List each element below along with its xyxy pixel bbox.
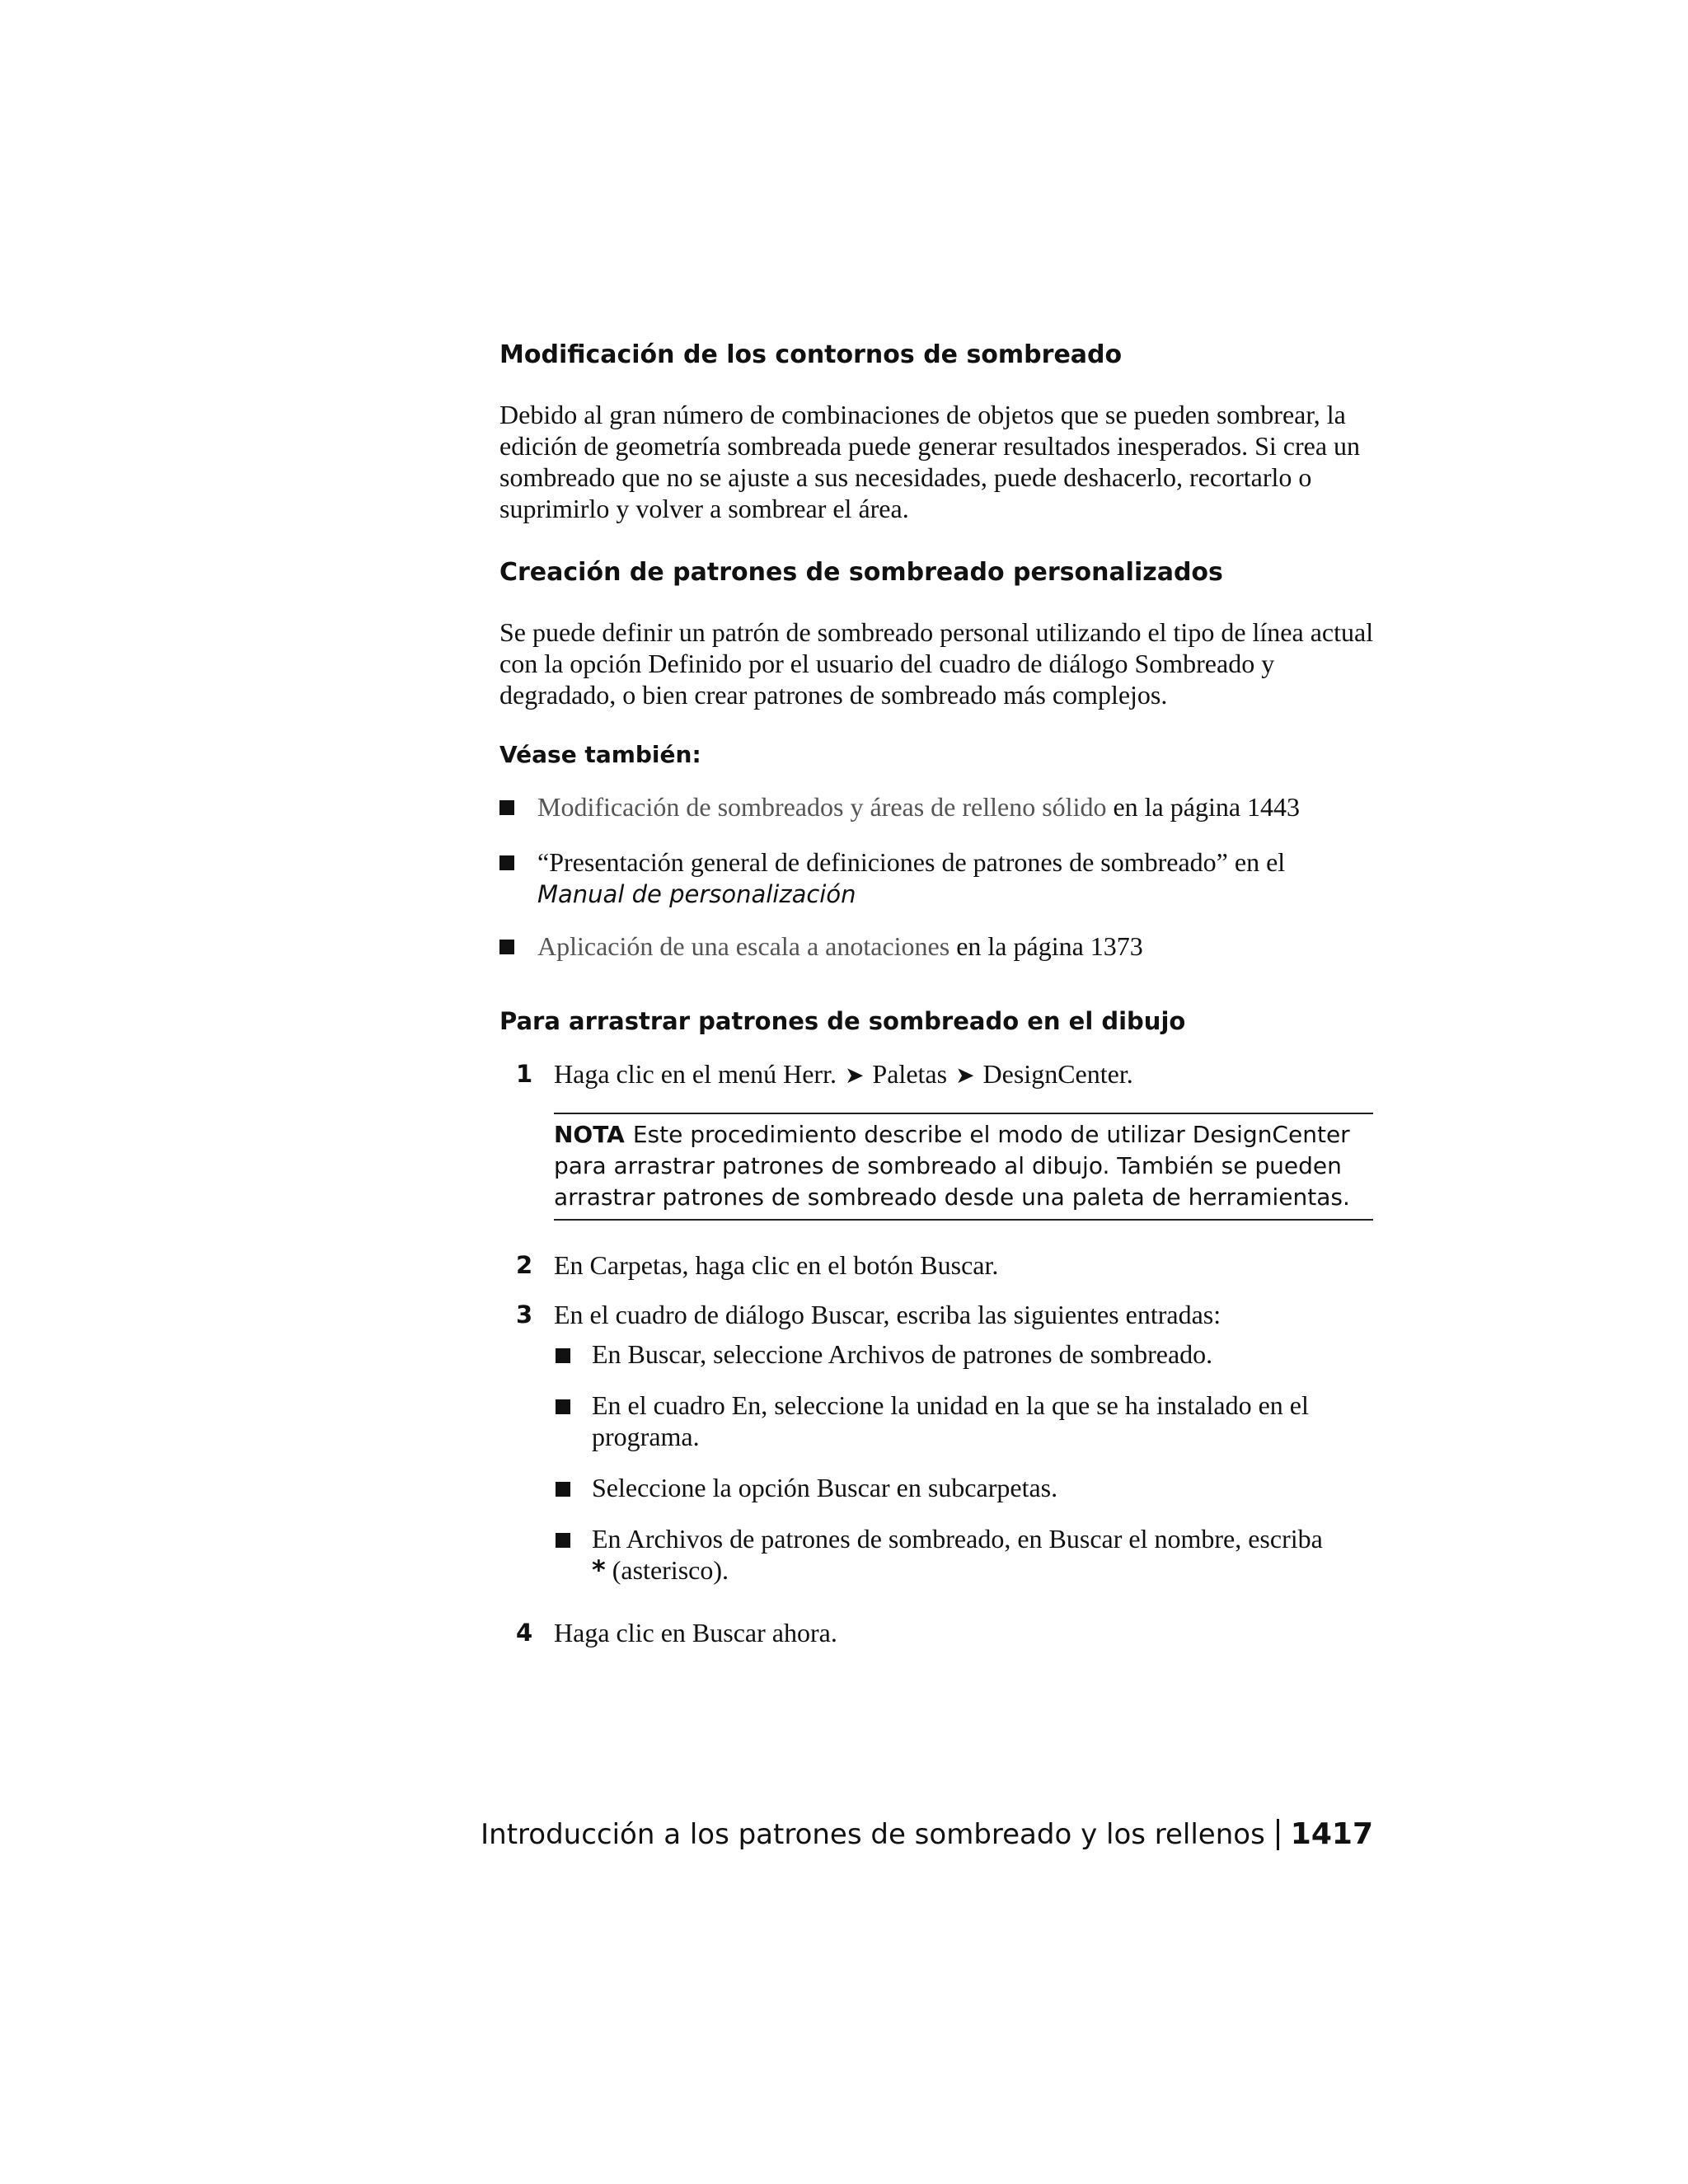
see-also-italic-title: Manual de personalización	[537, 880, 856, 908]
see-also-item: “Presentación general de definiciones de patrones de sombreado” en el Manual de personalización	[537, 847, 1286, 908]
footer-chapter-title: Introducción a los patrones de sombreado y los rellenos	[481, 1818, 1265, 1851]
step-text: Haga clic en el menú Herr. ➤ Paletas ➤ DesignCenter.	[554, 1059, 1133, 1089]
note-label: NOTA	[554, 1121, 625, 1148]
page-number: 1417	[1290, 1817, 1373, 1851]
page-footer	[481, 1816, 1373, 1853]
section-paragraph-custom-patterns: Se puede definir un patrón de sombreado personal utilizando el tipo de línea actual con la opción Definido por el usuario del cuadro de diálogo Sombreado y degradado, o bien crear patrones de sombreado más complejos.	[499, 617, 1374, 710]
bullet-icon	[556, 1399, 570, 1414]
see-also-link[interactable]: Aplicación de una escala a anotaciones	[537, 931, 950, 961]
section-paragraph-contours: Debido al gran número de combinaciones de objetos que se pueden sombrear, la edición de geometría sombreada puede generar resultados inesperados. Si crea un sombreado que no se ajuste a sus necesidades, puede deshacerlo, recortarlo o suprimirlo y volver a sombrear el área.	[499, 400, 1361, 523]
sub-step-text: En el cuadro En, seleccione la unidad en la que se ha instalado en el programa.	[592, 1390, 1309, 1451]
bullet-icon	[499, 800, 514, 815]
note-top-rule	[554, 1113, 1373, 1114]
arrow-right-icon: ➤	[955, 1062, 975, 1089]
note-text: Este procedimiento describe el modo de utilizar DesignCenter para arrastrar patrones de sombreado al dibujo. También se pueden arrastrar patrones de sombreado desde una paleta de herramientas.	[554, 1121, 1350, 1211]
step-number: 1	[516, 1060, 533, 1088]
see-also-item: Modificación de sombreados y áreas de relleno sólido en la página 1443	[537, 792, 1301, 822]
procedure-heading: Para arrastrar patrones de sombreado en el dibujo	[499, 1007, 1186, 1035]
section-heading-custom-patterns: Creación de patrones de sombreado personalizados	[499, 558, 1223, 587]
section-heading-contours: Modificación de los contornos de sombreado	[499, 340, 1123, 369]
step-number: 3	[516, 1301, 533, 1329]
sub-step-text: Seleccione la opción Buscar en subcarpetas.	[592, 1473, 1058, 1502]
bullet-icon	[556, 1348, 570, 1363]
step-text: En el cuadro de diálogo Buscar, escriba las siguientes entradas:	[554, 1300, 1221, 1329]
see-also-link[interactable]: Modificación de sombreados y áreas de relleno sólido	[537, 792, 1107, 822]
bullet-icon	[499, 940, 514, 954]
bullet-icon	[556, 1533, 570, 1548]
see-also-label: Véase también:	[499, 741, 701, 768]
bullet-icon	[556, 1482, 570, 1497]
step-number: 4	[516, 1619, 533, 1647]
see-also-item: Aplicación de una escala a anotaciones en la página 1373	[537, 931, 1143, 961]
note-block	[554, 1119, 1373, 1213]
arrow-right-icon: ➤	[844, 1062, 865, 1089]
sub-step-text: En Buscar, seleccione Archivos de patrones de sombreado.	[592, 1339, 1213, 1369]
sub-step-text: En Archivos de patrones de sombreado, en Buscar el nombre, escriba * (asterisco).	[592, 1524, 1323, 1586]
step-text: Haga clic en Buscar ahora.	[554, 1618, 837, 1647]
note-bottom-rule	[554, 1219, 1373, 1221]
footer-separator	[1277, 1819, 1279, 1850]
bullet-icon	[499, 855, 514, 870]
step-text: En Carpetas, haga clic en el botón Buscar.	[554, 1250, 999, 1280]
step-number: 2	[516, 1251, 533, 1279]
